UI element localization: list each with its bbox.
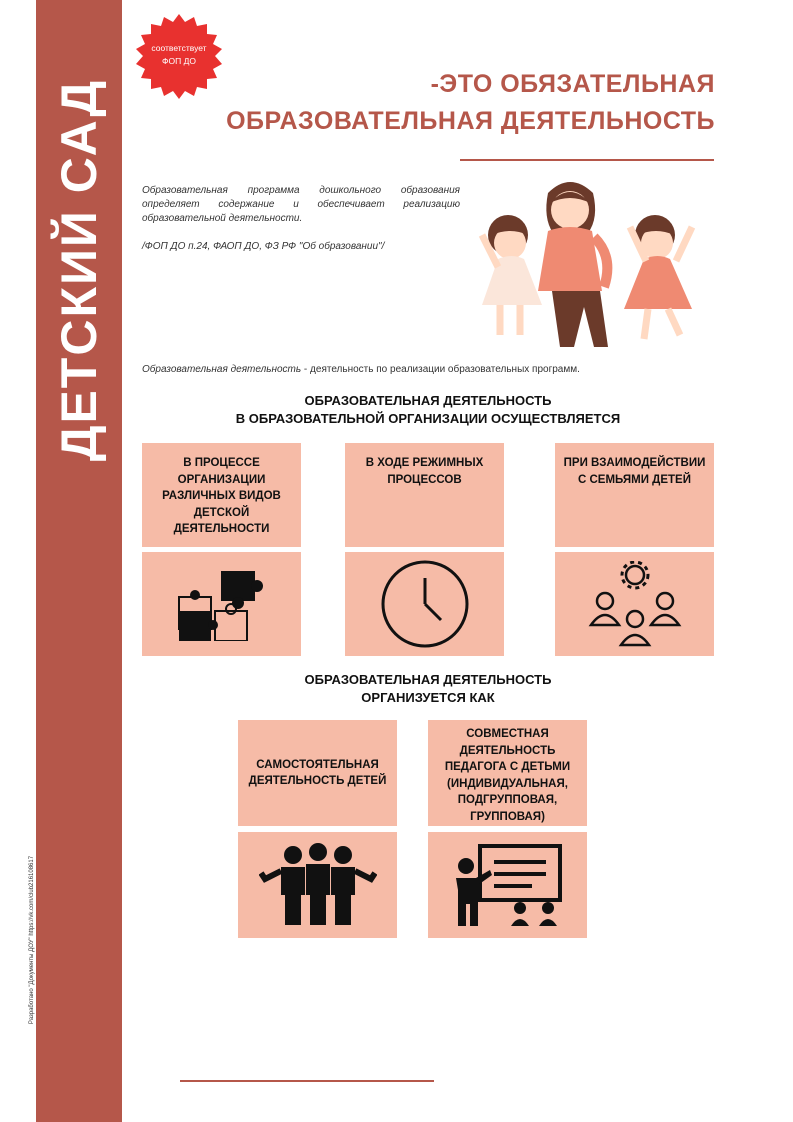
seal-line2: ФОП ДО (162, 56, 196, 66)
section1-title (142, 392, 714, 428)
group-hug-icon (259, 843, 377, 927)
section1-title-line1: ОБРАЗОВАТЕЛЬНАЯ ДЕЯТЕЛЬНОСТЬ (304, 393, 552, 408)
sidebar-title: ДЕТСКИЙ САД (51, 78, 107, 462)
teacher-board-icon (452, 842, 564, 928)
definition-text (142, 364, 580, 375)
seal-line1: соответствует (151, 43, 207, 53)
definition-body: - деятельность по реализации образовательных программ. (301, 364, 580, 375)
puzzle-icon (177, 567, 267, 641)
card-routine-processes: В ХОДЕ РЕЖИМНЫХ ПРОЦЕССОВ (345, 443, 504, 547)
card-routine-processes-icon-box (345, 552, 504, 656)
team-gear-icon (585, 561, 685, 647)
card-children-activities-icon-box (142, 552, 301, 656)
card-joint-activity-icon-box (428, 832, 587, 938)
section2-title-line1: ОБРАЗОВАТЕЛЬНАЯ ДЕЯТЕЛЬНОСТЬ (304, 672, 552, 687)
header-divider (460, 159, 714, 161)
card-joint-activity: СОВМЕСТНАЯ ДЕЯТЕЛЬНОСТЬ ПЕДАГОГА С ДЕТЬМИ (ИНДИВИДУАЛЬНАЯ, ПОДГРУППОВАЯ, ГРУППОВАЯ) (428, 720, 587, 826)
compliance-seal (134, 12, 224, 102)
intro-text: Образовательная программа дошкольного образования определяет содержание и обеспечивает реализацию образовательной деятельности. (142, 185, 460, 224)
card-independent-activity-icon-box (238, 832, 397, 938)
children-illustration (470, 165, 720, 360)
card-family-interaction: ПРИ ВЗАИМОДЕЙСТВИИ С СЕМЬЯМИ ДЕТЕЙ (555, 443, 714, 547)
card-family-interaction-icon-box (555, 552, 714, 656)
credit-text: Разработано "Документы ДОУ" https://vk.com/club216108617 (29, 855, 35, 1025)
title-line1: -ЭТО ОБЯЗАТЕЛЬНАЯ (430, 70, 715, 98)
section1-title-line2: В ОБРАЗОВАТЕЛЬНОЙ ОРГАНИЗАЦИИ ОСУЩЕСТВЛЯЕТСЯ (235, 411, 621, 426)
section2-title-line2: ОРГАНИЗУЕТСЯ КАК (361, 690, 495, 705)
card-independent-activity: САМОСТОЯТЕЛЬНАЯ ДЕЯТЕЛЬНОСТЬ ДЕТЕЙ (238, 720, 397, 826)
intro-reference: /ФОП ДО п.24, ФАОП ДО, ФЗ РФ "Об образовании"/ (142, 241, 385, 252)
section2-title (142, 671, 714, 707)
clock-icon (379, 558, 471, 650)
title-line2: ОБРАЗОВАТЕЛЬНАЯ ДЕЯТЕЛЬНОСТЬ (226, 107, 715, 135)
definition-term: Образовательная деятельность (142, 364, 302, 375)
footer-divider (180, 1080, 434, 1082)
card-children-activities: В ПРОЦЕССЕ ОРГАНИЗАЦИИ РАЗЛИЧНЫХ ВИДОВ ДЕТСКОЙ ДЕЯТЕЛЬНОСТИ (142, 443, 301, 547)
page-title (226, 66, 715, 140)
